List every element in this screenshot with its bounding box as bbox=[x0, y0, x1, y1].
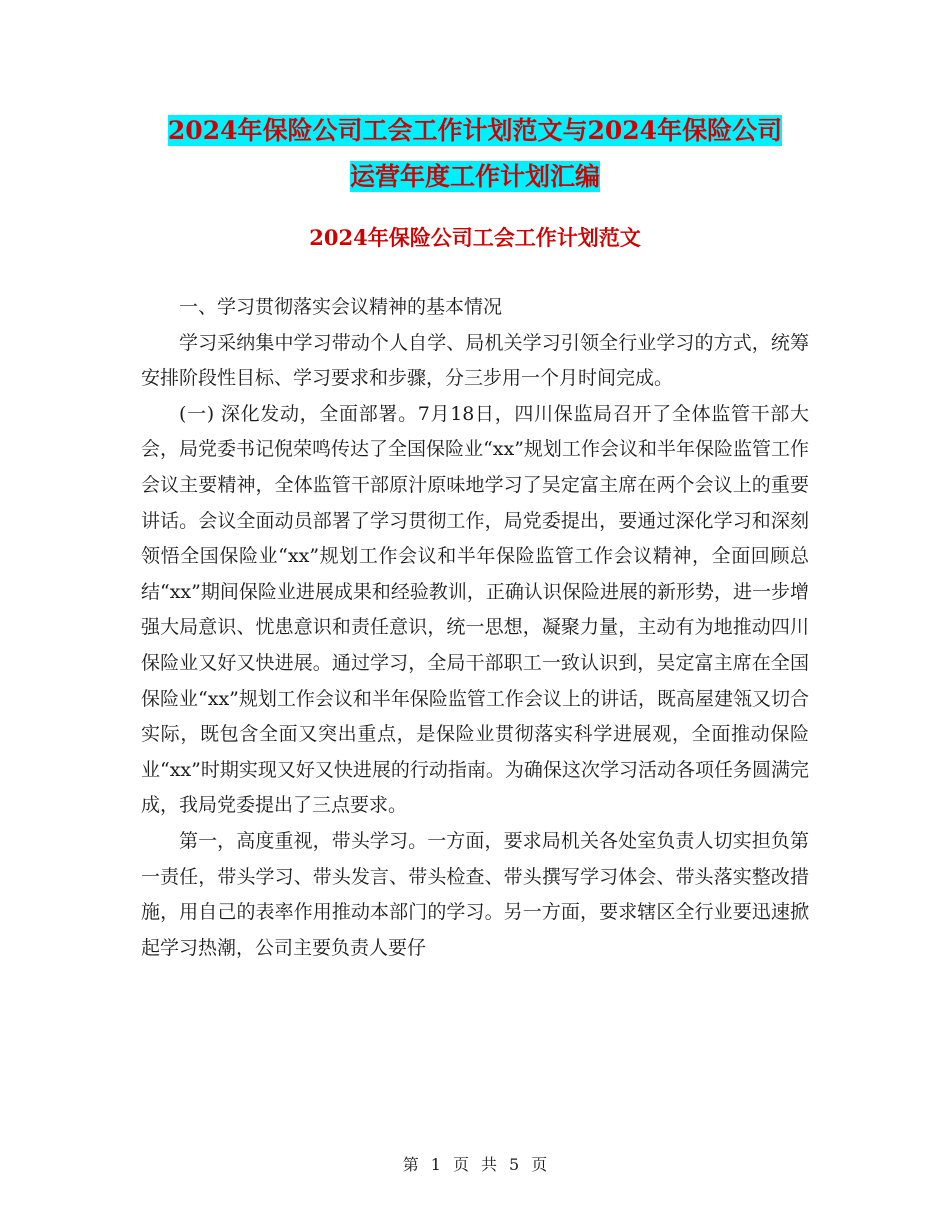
paragraph: 第一，高度重视，带头学习。一方面，要求局机关各处室负责人切实担负第一责任，带头学习、带头发言、带头检查、带头撰写学习体会、带头落实整改措施，用自己的表率作用推动本部门的学习。另一方面，要求辖区全行业要迅速掀起学习热潮，公司主要负责人要仔 bbox=[141, 829, 809, 959]
footer-ye-2: 页 bbox=[531, 1155, 548, 1174]
footer-page-number: 1 bbox=[430, 1155, 441, 1174]
document-title-line-2: 运营年度工作计划汇编 bbox=[349, 162, 600, 191]
document-title bbox=[140, 108, 810, 200]
document-title-line-1: 2024年保险公司工会工作计划范文与2024年保险公司 bbox=[167, 116, 783, 145]
footer-gong: 共 bbox=[481, 1155, 498, 1174]
footer-total-pages: 5 bbox=[509, 1155, 520, 1174]
section-title: 2024年保险公司工会工作计划范文 bbox=[309, 225, 641, 250]
page-footer bbox=[0, 1155, 950, 1175]
paragraph: 学习采纳集中学习带动个人自学、局机关学习引领全行业学习的方式，统筹安排阶段性目标、学习要求和步骤，分三步用一个月时间完成。 bbox=[141, 331, 809, 390]
footer-di: 第 bbox=[402, 1155, 419, 1174]
paragraph-heading-1: 一、学习贯彻落实会议精神的基本情况 bbox=[179, 296, 503, 318]
footer-ye: 页 bbox=[452, 1155, 469, 1174]
document-body bbox=[141, 290, 809, 966]
paragraph: (一) 深化发动，全面部署。7月18日，四川保监局召开了全体监管干部大会，局党委书记倪荣鸣传达了全国保险业“xx”规划工作会议和半年保险监管工作会议主要精神，全体监管干部原汁原味地学习了吴定富主席在两个会议上的重要讲话。会议全面动员部署了学习贯彻工作，局党委提出，要通过深化学习和深刻领悟全国保险业“xx”规划工作会议和半年保险监管工作会议精神，全面回顾总结“xx”期间保险业进展成果和经验教训，正确认识保险进展的新形势，进一步增强大局意识、忧患意识和责任意识，统一思想，凝聚力量，主动有为地推动四川保险业又好又快进展。通过学习，全局干部职工一致认识到，吴定富主席在全国保险业“xx”规划工作会议和半年保险监管工作会议上的讲话，既高屋建瓴又切合实际，既包含全面又突出重点，是保险业贯彻落实科学进展观，全面推动保险业“xx”时期实现又好又快进展的行动指南。为确保这次学习活动各项任务圆满完成，我局党委提出了三点要求。 bbox=[141, 402, 809, 817]
